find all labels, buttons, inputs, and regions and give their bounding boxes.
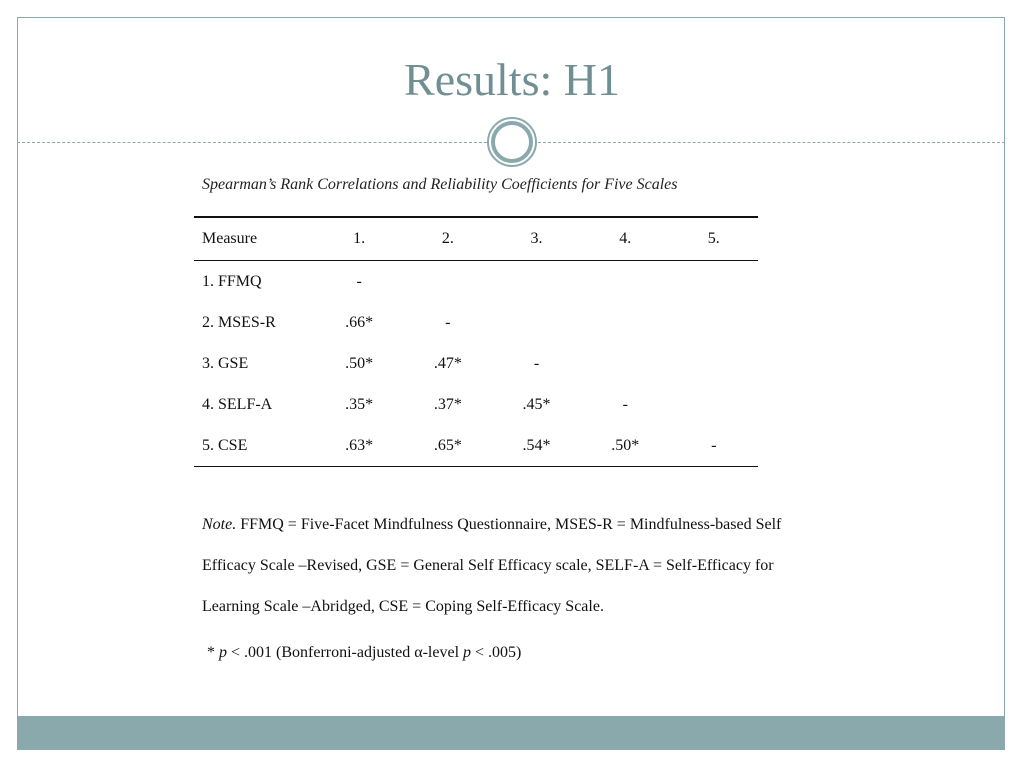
column-header: Measure (194, 217, 315, 261)
table-cell (670, 343, 758, 384)
column-header: 4. (581, 217, 670, 261)
slide-title: Results: H1 (404, 54, 620, 105)
note-label: Note. (202, 516, 237, 533)
table-cell: - (445, 313, 451, 331)
table-cell: .47* (433, 354, 462, 372)
table-cell: - (356, 272, 362, 290)
note-text: FFMQ = Five-Facet Mindfulness Questionnaire, MSES-R = Mindfulness-based Self Efficacy Scale –Revised, GSE = General Self Efficacy scale, SELF-A = Self-Efficacy for Learning Scale –Abridged, CSE = Coping Self-Efficacy Scale. (202, 516, 782, 615)
table-cell: .45* (522, 395, 551, 413)
circle-ornament-icon (486, 116, 538, 168)
table-caption: Spearman’s Rank Correlations and Reliability Coefficients for Five Scales (202, 176, 678, 193)
table-cell (581, 343, 670, 384)
column-header: 5. (670, 217, 758, 261)
table-cell (581, 302, 670, 343)
table-cell: .54* (492, 425, 581, 467)
table-cell: .35* (345, 395, 374, 413)
table-cell (670, 302, 758, 343)
divider-left (17, 142, 487, 143)
bottom-bar (17, 716, 1005, 750)
footnote-p-symbol: p (463, 644, 472, 661)
footnote-suffix: < .005) (471, 644, 522, 661)
column-header: 3. (492, 217, 581, 261)
row-label: 4. SELF-A (202, 395, 273, 413)
table-cell (403, 261, 492, 303)
table-cell: .66* (345, 313, 374, 331)
table-cell (670, 261, 758, 303)
footnote-middle: < .001 (Bonferroni-adjusted α-level (227, 644, 464, 661)
row-label: 5. CSE (194, 425, 315, 467)
table-note (202, 504, 822, 627)
column-header: 1. (315, 217, 404, 261)
table-row (194, 261, 758, 303)
table-cell: .37* (433, 395, 462, 413)
table-cell: .63* (315, 425, 404, 467)
row-label: 2. MSES-R (202, 313, 276, 331)
table-cell: .50* (581, 425, 670, 467)
table-cell: .50* (345, 354, 374, 372)
row-label: 1. FFMQ (202, 272, 262, 290)
table-cell: - (533, 354, 540, 372)
table-row (194, 384, 758, 425)
column-header: 2. (403, 217, 492, 261)
significance-footnote (207, 644, 521, 662)
table-cell (492, 261, 581, 303)
correlation-table (194, 216, 758, 467)
table-cell (670, 384, 758, 425)
divider-right (538, 142, 1005, 143)
table-row (194, 425, 758, 467)
table-cell: - (670, 425, 758, 467)
table-cell (492, 302, 581, 343)
table-cell (581, 261, 670, 303)
table-cell: .65* (403, 425, 492, 467)
row-label: 3. GSE (202, 354, 249, 372)
table-cell: - (622, 395, 628, 413)
footnote-prefix: * (207, 644, 219, 661)
table-header-row (194, 217, 758, 261)
table-row (194, 343, 758, 384)
footnote-p-symbol: p (219, 644, 227, 661)
table-row (194, 302, 758, 343)
